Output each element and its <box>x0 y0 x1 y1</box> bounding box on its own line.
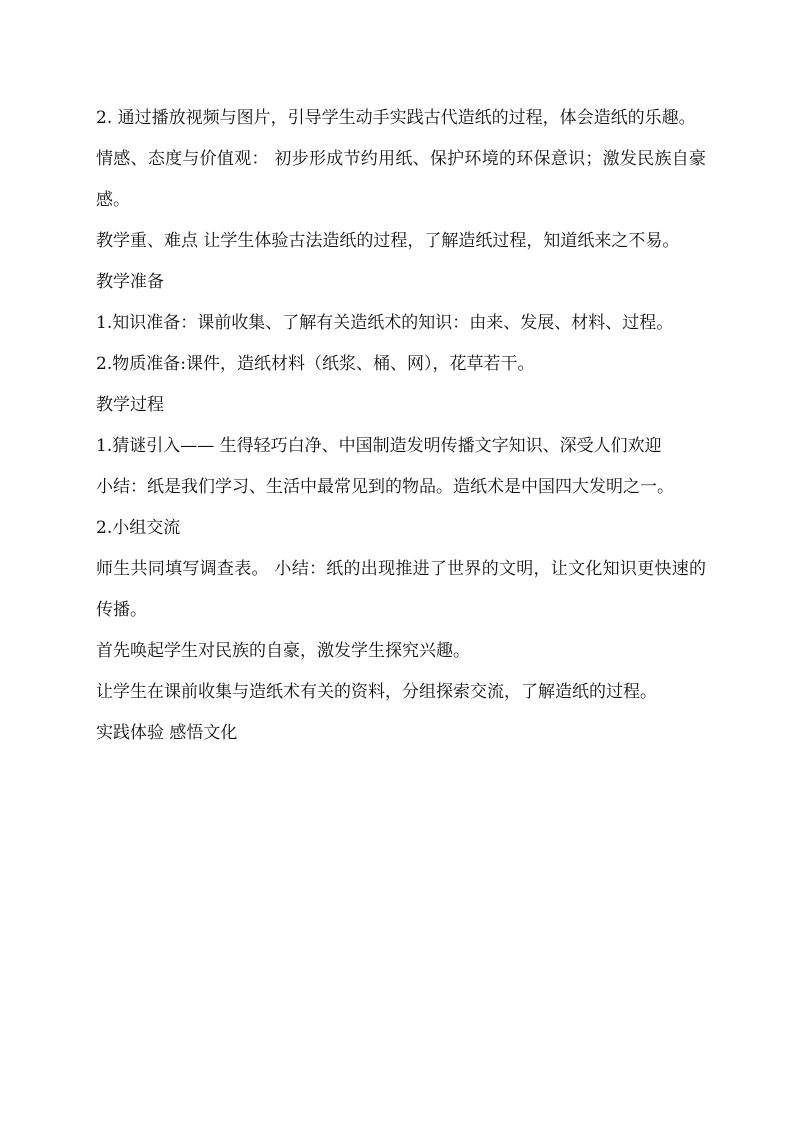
paragraph-collect-materials: 让学生在课前收集与造纸术有关的资料，分组探索交流，了解造纸的过程。 <box>96 682 657 702</box>
paragraph-material-prep: 2.物质准备:课件，造纸材料（纸浆、桶、网），花草若干。 <box>96 354 535 374</box>
heading-preparation: 教学准备 <box>96 272 164 292</box>
paragraph-key-points: 教学重、难点 让学生体验古法造纸的过程，了解造纸过程，知道纸来之不易。 <box>96 231 680 251</box>
paragraph-riddle-intro: 1.猜谜引入—— 生得轻巧白净、中国制造发明传播文字知识、深受人们欢迎 <box>96 436 662 456</box>
heading-process: 教学过程 <box>96 395 164 415</box>
paragraph-objective-2: 2. 通过播放视频与图片，引导学生动手实践古代造纸的过程，体会造纸的乐趣。 <box>96 108 696 128</box>
document-body <box>96 98 706 754</box>
heading-group-exchange: 2.小组交流 <box>96 518 181 538</box>
paragraph-national-pride: 首先唤起学生对民族的自豪，激发学生探究兴趣。 <box>96 641 470 661</box>
paragraph-knowledge-prep: 1.知识准备：课前收集、了解有关造纸术的知识：由来、发展、材料、过程。 <box>96 313 674 333</box>
paragraph-survey-summary: 师生共同填写调查表。 小结：纸的出现推进了世界的文明，让文化知识更快速的传播。 <box>96 559 706 620</box>
paragraph-practice-experience: 实践体验 感悟文化 <box>96 723 238 743</box>
paragraph-emotion-values: 情感、态度与价值观： 初步形成节约用纸、保护环境的环保意识；激发民族自豪感。 <box>96 149 706 210</box>
paragraph-summary-1: 小结：纸是我们学习、生活中最常见到的物品。造纸术是中国四大发明之一。 <box>96 477 674 497</box>
